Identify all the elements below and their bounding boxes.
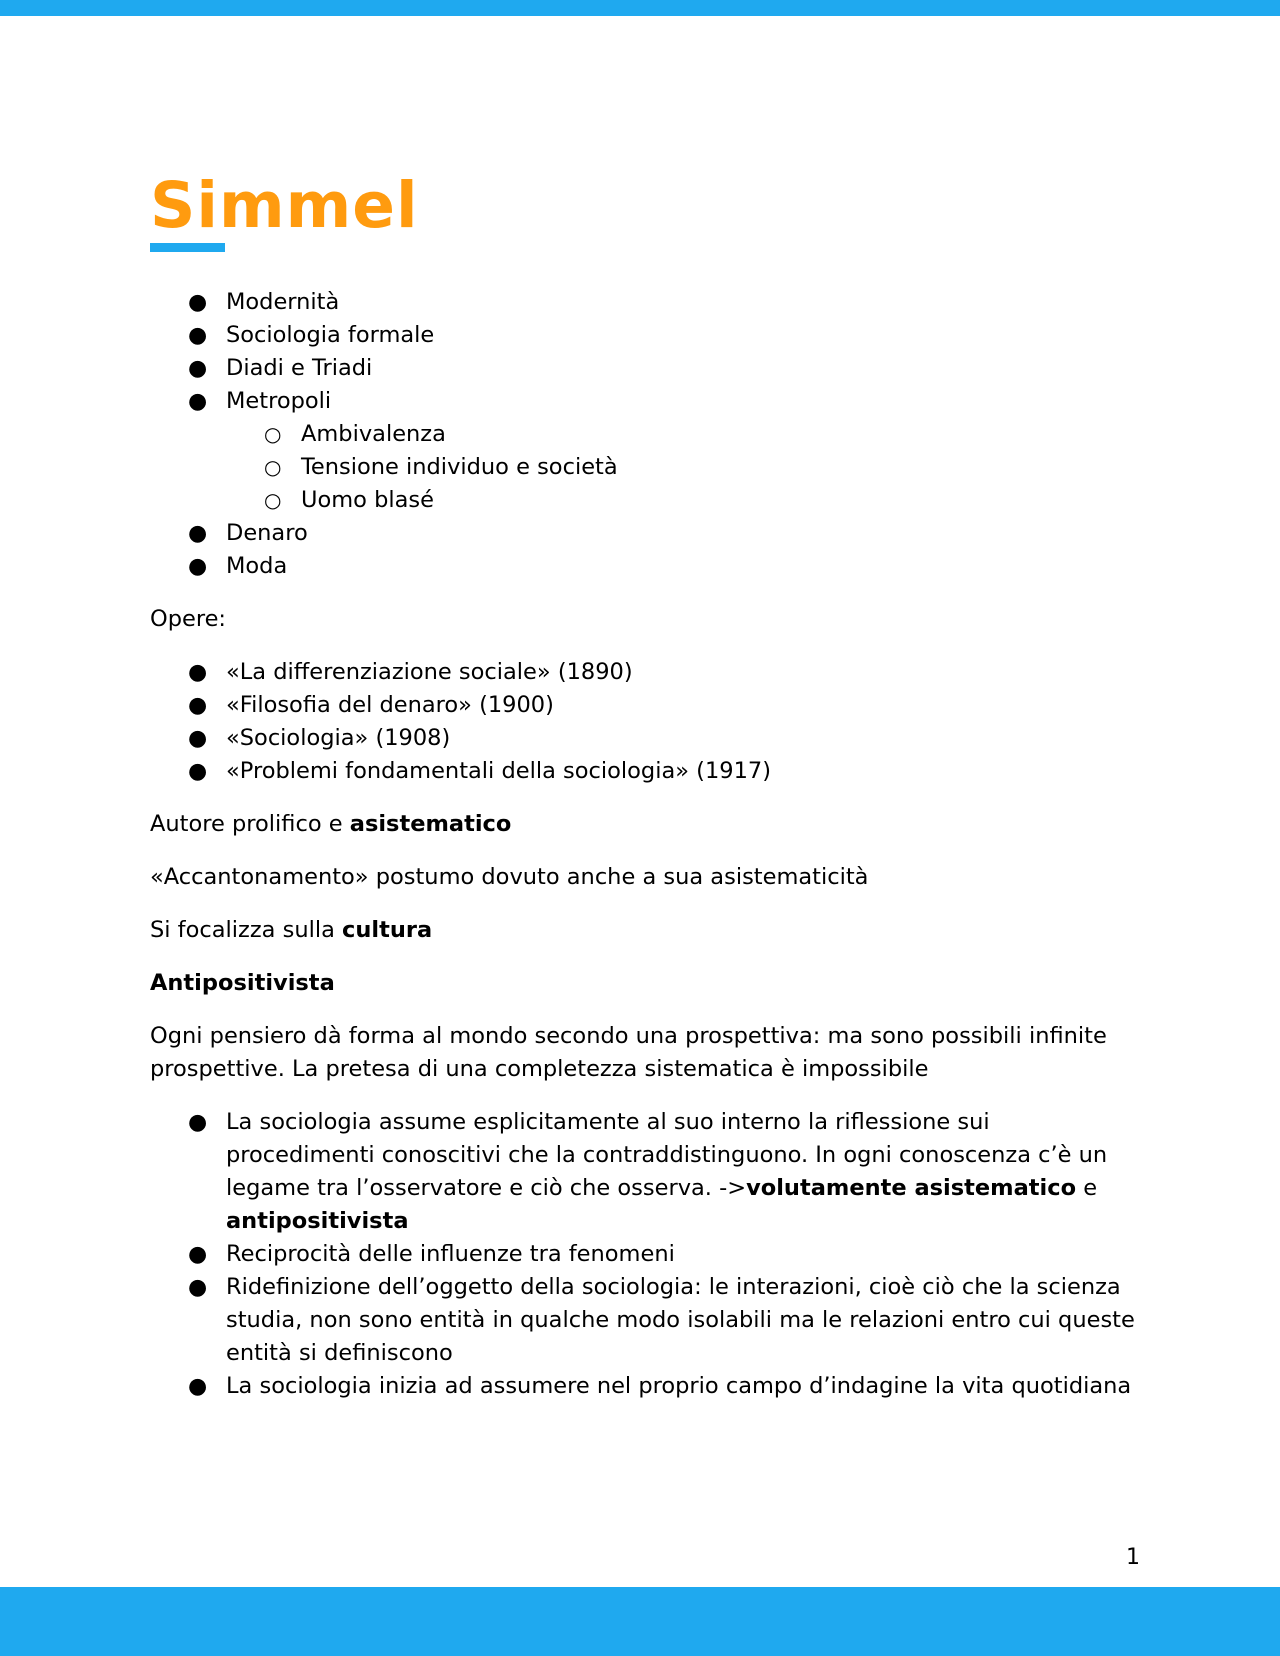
- opera-title: «Filosofia del denaro» (1900): [226, 692, 554, 718]
- autore-text: Autore prolifico e: [150, 811, 350, 837]
- bullet-icon: ●: [188, 356, 208, 381]
- list-item-text: Sociologia formale: [226, 322, 435, 348]
- page-number: 1: [1126, 1545, 1140, 1570]
- document-title: Simmel: [150, 169, 419, 242]
- accantonamento-paragraph: «Accantonamento» postumo dovuto anche a sua asistematicità: [150, 864, 869, 890]
- list-item: [150, 385, 1140, 517]
- bullet-icon: ●: [188, 660, 208, 685]
- metropoli-sublist: [226, 418, 1140, 517]
- list-item: [150, 1106, 1140, 1238]
- list-item-text: Diadi e Triadi: [226, 355, 373, 381]
- point-bold: volutamente asistematico: [746, 1175, 1077, 1201]
- list-item: [150, 517, 1140, 550]
- sub-list-item-text: Uomo blasé: [301, 487, 434, 513]
- bullet-icon: ●: [188, 759, 208, 784]
- list-item: [150, 689, 1140, 722]
- list-item: [150, 352, 1140, 385]
- cultura-paragraph: [150, 914, 1140, 947]
- list-item: [150, 286, 1140, 319]
- sub-list-item: [226, 418, 1140, 451]
- list-item-text: Moda: [226, 553, 288, 579]
- list-item: [150, 1271, 1140, 1370]
- bullet-icon: ●: [188, 521, 208, 546]
- bullet-icon: ●: [188, 1242, 208, 1267]
- bullet-icon: ●: [188, 726, 208, 751]
- antipositivista-heading: [150, 967, 1140, 1000]
- bullet-icon: ●: [188, 1374, 208, 1399]
- antipositivista-bold: Antipositivista: [150, 970, 335, 996]
- opera-title: «Problemi fondamentali della sociologia» (1917): [226, 758, 771, 784]
- bullet-icon: ●: [188, 1275, 208, 1300]
- point-bold: antipositivista: [226, 1208, 409, 1234]
- list-item-text: Denaro: [226, 520, 308, 546]
- list-item: [150, 550, 1140, 583]
- bullet-icon: ●: [188, 693, 208, 718]
- sub-list-item-text: Ambivalenza: [301, 421, 446, 447]
- bullet-icon: ●: [188, 1110, 208, 1135]
- bullet-icon: ●: [188, 323, 208, 348]
- opere-heading: Opere:: [150, 606, 227, 632]
- autore-paragraph: [150, 808, 1140, 841]
- list-item: [150, 319, 1140, 352]
- cultura-bold: cultura: [342, 917, 433, 943]
- bottom-accent-bar: [0, 1587, 1280, 1656]
- title-underline: [150, 243, 225, 252]
- point-text: Ridefinizione dell’oggetto della sociologia: le interazioni, cioè ciò che la scienza studia, non sono entità in qualche modo isolabili ma le relazioni entro cui queste entità si definiscono: [226, 1274, 1135, 1366]
- opera-title: «Sociologia» (1908): [226, 725, 451, 751]
- points-list: [150, 1106, 1140, 1403]
- hollow-bullet-icon: ○: [264, 488, 282, 512]
- bullet-icon: ●: [188, 389, 208, 414]
- topics-list: [150, 286, 1140, 583]
- point-text: La sociologia inizia ad assumere nel proprio campo d’indagine la vita quotidiana: [226, 1373, 1132, 1399]
- sub-list-item-text: Tensione individuo e società: [301, 454, 618, 480]
- autore-bold: asistematico: [349, 811, 512, 837]
- sub-list-item: [226, 484, 1140, 517]
- hollow-bullet-icon: ○: [264, 455, 282, 479]
- opere-list: [150, 656, 1140, 788]
- top-accent-bar: [0, 0, 1280, 16]
- list-item: [150, 1238, 1140, 1271]
- list-item-text: Modernità: [226, 289, 340, 315]
- document-body: [150, 170, 1140, 1403]
- pensiero-paragraph: Ogni pensiero dà forma al mondo secondo una prospettiva: ma sono possibili infinite prospettive. La pretesa di una completezza sistematica è impossibile: [150, 1023, 1107, 1082]
- list-item: [150, 722, 1140, 755]
- point-text: La sociologia assume esplicitamente al suo interno la riflessione sui procedimenti conoscitivi che la contraddistinguono. In ogni conoscenza c’è un legame tra l’osservatore e ciò che osserva. ->: [226, 1109, 1108, 1201]
- sub-list-item: [226, 451, 1140, 484]
- opera-title: «La differenziazione sociale» (1890): [226, 659, 633, 685]
- point-text: Reciprocità delle influenze tra fenomeni: [226, 1241, 675, 1267]
- list-item-text: Metropoli: [226, 388, 332, 414]
- list-item: [150, 1370, 1140, 1403]
- cultura-text: Si focalizza sulla: [150, 917, 343, 943]
- list-item: [150, 656, 1140, 689]
- hollow-bullet-icon: ○: [264, 422, 282, 446]
- point-text: e: [1076, 1175, 1098, 1201]
- bullet-icon: ●: [188, 554, 208, 579]
- list-item: [150, 755, 1140, 788]
- bullet-icon: ●: [188, 290, 208, 315]
